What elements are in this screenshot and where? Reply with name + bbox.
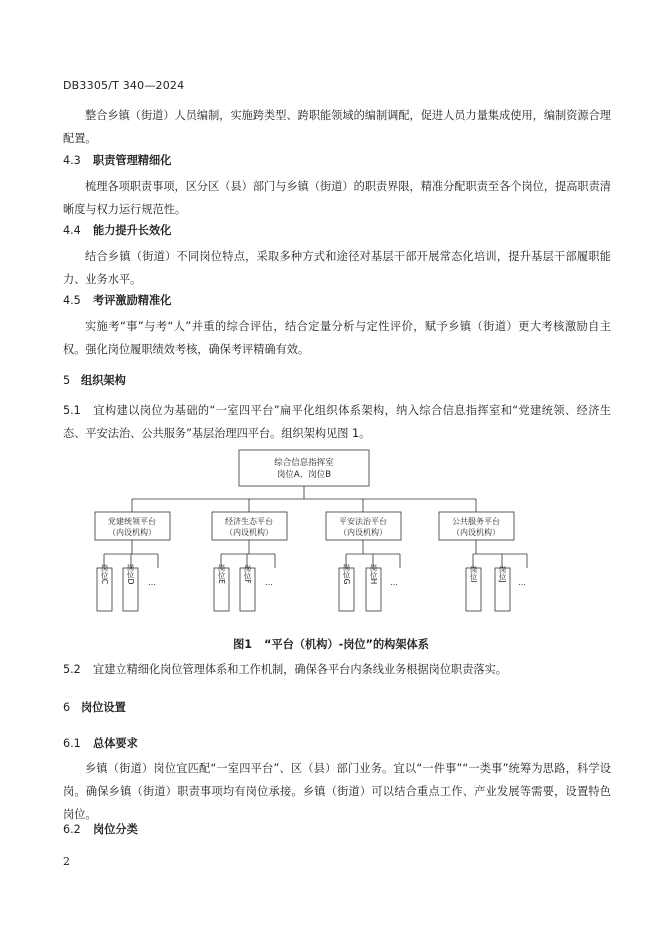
org-chart-figure bbox=[88, 444, 566, 614]
top-box bbox=[239, 450, 369, 486]
intro-paragraph: 整合乡镇（街道）人员编制，实施跨类型、跨职能领域的编制调配，促进人员力量集成使用，编制资源合理配置。 bbox=[63, 109, 611, 145]
section-title: 总体要求 bbox=[93, 737, 138, 750]
section-number: 4.3 bbox=[63, 154, 81, 167]
ellipsis-2: … bbox=[265, 578, 273, 587]
clause-number: 5.1 bbox=[63, 404, 81, 417]
ellipsis-1: … bbox=[148, 578, 156, 587]
section-4-3-heading bbox=[63, 152, 171, 168]
clause-text: 宜建立精细化岗位管理体系和工作机制，确保各平台内条线业务根据岗位职责落实。 bbox=[93, 663, 507, 676]
post-label-e: 岗位E bbox=[217, 564, 226, 584]
platform-name-4: 公共服务平台 bbox=[452, 517, 500, 526]
clause-5-1 bbox=[63, 399, 611, 445]
section-4-4-heading bbox=[63, 222, 171, 238]
post-label-i: 岗位I bbox=[469, 565, 478, 583]
post-label-c: 岗位C bbox=[100, 563, 109, 585]
section-4-5-text: 实施考“事”与考“人”并重的综合评估，结合定量分析与定性评价，赋予乡镇（街道）更大考核激励自主权。强化岗位履职绩效考核，确保考评精确有效。 bbox=[63, 320, 611, 356]
top-box-line1: 综合信息指挥室 bbox=[274, 458, 334, 468]
figure-number: 图1 bbox=[233, 638, 253, 651]
section-title: 职责管理精细化 bbox=[93, 154, 172, 167]
org-chart bbox=[88, 444, 566, 614]
section-6-1-text: 乡镇（街道）岗位宜匹配“一室四平台”、区（县）部门业务。宜以“一件事”“一类事”统筹为思路，科学设岗。确保乡镇（街道）职责事项均有岗位承接。乡镇（街道）可以结合重点工作、产业发展等需要，设置特色岗位。 bbox=[63, 762, 611, 821]
post-label-j: 岗位J bbox=[498, 565, 507, 583]
section-number: 4.4 bbox=[63, 224, 81, 237]
section-number: 6.2 bbox=[63, 823, 81, 836]
chapter-title: 岗位设置 bbox=[81, 701, 126, 714]
section-title: 考评激励精准化 bbox=[93, 294, 172, 307]
chapter-number: 6 bbox=[63, 701, 71, 714]
platform-sub-3: （内设机构） bbox=[339, 528, 387, 537]
section-title: 能力提升长效化 bbox=[93, 224, 172, 237]
section-title: 岗位分类 bbox=[93, 823, 138, 836]
platform-name-1: 党建统领平台 bbox=[108, 517, 156, 526]
ellipsis-4: … bbox=[518, 578, 526, 587]
section-number: 6.1 bbox=[63, 737, 81, 750]
page-number: 2 bbox=[63, 855, 70, 868]
post-label-f: 岗位F bbox=[243, 564, 252, 584]
chapter-number: 5 bbox=[63, 374, 71, 387]
section-4-4-text: 结合乡镇（街道）不同岗位特点，采取多种方式和途径对基层干部开展常态化培训，提升基层干部履职能力、业务水平。 bbox=[63, 250, 611, 286]
ellipsis-3: … bbox=[390, 578, 398, 587]
chapter-6-heading bbox=[63, 699, 126, 715]
platform-name-3: 平安法治平台 bbox=[339, 517, 387, 526]
post-label-g: 岗位G bbox=[342, 563, 351, 585]
section-4-3-text: 梳理各项职责事项，区分区（县）部门与乡镇（街道）的职责界限，精准分配职责至各个岗位，提高职责清晰度与权力运行规范性。 bbox=[63, 180, 611, 216]
post-label-d: 岗位D bbox=[126, 563, 135, 585]
clause-text: 宜构建以岗位为基础的“一室四平台”扁平化组织体系架构，纳入综合信息指挥室和“党建统领、经济生态、平安法治、公共服务”基层治理四平台。组织架构见图 1。 bbox=[63, 404, 611, 440]
section-number: 4.5 bbox=[63, 294, 81, 307]
platform-sub-2: （内设机构） bbox=[225, 528, 273, 537]
standard-code: DB3305/T 340—2024 bbox=[63, 79, 185, 92]
clause-5-2 bbox=[63, 658, 611, 681]
section-4-5-heading bbox=[63, 292, 171, 308]
platform-sub-1: （内设机构） bbox=[108, 528, 156, 537]
platform-sub-4: （内设机构） bbox=[452, 528, 500, 537]
figure-caption bbox=[0, 636, 662, 652]
top-box-line2: 岗位A、岗位B bbox=[276, 470, 332, 480]
chapter-title: 组织架构 bbox=[81, 374, 126, 387]
chapter-5-heading bbox=[63, 372, 126, 388]
platform-name-2: 经济生态平台 bbox=[225, 517, 273, 526]
section-6-1-heading bbox=[63, 735, 138, 751]
clause-number: 5.2 bbox=[63, 663, 81, 676]
post-label-h: 岗位H bbox=[369, 563, 378, 585]
figure-title: “平台（机构）-岗位”的构架体系 bbox=[264, 638, 429, 651]
section-6-2-heading bbox=[63, 821, 138, 837]
